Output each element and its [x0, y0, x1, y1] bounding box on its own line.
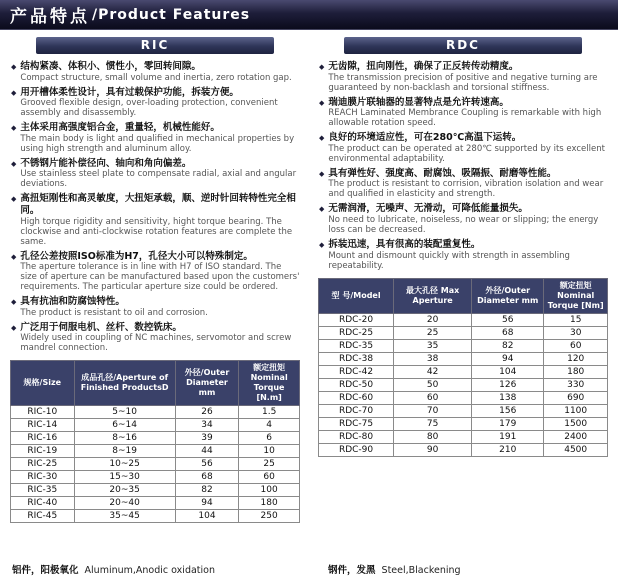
table-row: [11, 432, 300, 445]
cell-outer-diameter: 39: [175, 432, 239, 445]
ric-material-note-zh: 铝件，阳极氧化: [12, 565, 79, 576]
cell-model: RDC-42: [319, 365, 394, 378]
col-header-outer-diameter: 外径/Outer Diameter mm: [175, 361, 239, 406]
ric-table-head: [11, 361, 300, 406]
rdc-table-body: [319, 313, 608, 456]
cell-outer-diameter: 94: [472, 352, 544, 365]
table-row: [11, 497, 300, 510]
cell-outer-diameter: 191: [472, 430, 544, 443]
cell-aperture: 6~14: [74, 419, 175, 432]
cell-size: RIC-35: [11, 484, 75, 497]
feature-text: [20, 158, 300, 190]
cell-torque: 690: [544, 391, 608, 404]
two-column-layout: [0, 30, 618, 558]
table-row: [319, 417, 608, 430]
ric-section-header: RIC: [36, 37, 274, 54]
cell-outer-diameter: 44: [175, 445, 239, 458]
cell-aperture: 20~40: [74, 497, 175, 510]
cell-size: RIC-25: [11, 458, 75, 471]
cell-torque: 15: [544, 313, 608, 326]
page-title-banner: [0, 0, 618, 30]
feature-text-zh: 主体采用高强度铝合金，重量轻，机械性能好。: [20, 122, 220, 134]
diamond-bullet-icon: ◆: [319, 241, 325, 250]
cell-outer-diameter: 104: [175, 510, 239, 523]
feature-text: [328, 168, 608, 200]
cell-outer-diameter: 34: [175, 419, 239, 432]
cell-outer-diameter: 94: [175, 497, 239, 510]
cell-torque: 1.5: [239, 406, 300, 419]
feature-text-en: Grooved flexible design, over-loading protection, convenient assembly and disassembly.: [20, 98, 278, 119]
feature-text-en: Use stainless steel plate to compensate radial, axial and angular deviations.: [20, 169, 297, 190]
cell-model: RDC-90: [319, 443, 394, 456]
cell-model: RDC-35: [319, 339, 394, 352]
cell-aperture: 10~25: [74, 458, 175, 471]
cell-outer-diameter: 210: [472, 443, 544, 456]
feature-text: [20, 193, 300, 246]
feature-text-en: The aperture tolerance is in line with H7 of ISO standard. The size of aperture can be manufactured based upon the customers' requirements. The particular aperture size could be ordered.: [20, 262, 300, 293]
cell-max-aperture: 80: [394, 430, 472, 443]
feature-text-zh: 不锈钢片能补偿径向、轴向和角向偏差。: [20, 157, 192, 169]
ric-column: [10, 35, 300, 558]
feature-text: [20, 251, 300, 293]
cell-torque: 30: [544, 326, 608, 339]
cell-torque: 120: [544, 352, 608, 365]
diamond-bullet-icon: ◆: [11, 252, 17, 261]
cell-aperture: 8~16: [74, 432, 175, 445]
feature-text-en: Compact structure, small volume and inertia, zero rotation gap.: [20, 72, 292, 83]
cell-model: RDC-60: [319, 391, 394, 404]
feature-item: [10, 193, 300, 246]
feature-text-en: Mount and dismount quickly with strength in assembling repeatability.: [328, 250, 570, 271]
ric-feature-list: [10, 61, 300, 357]
cell-torque: 100: [239, 484, 300, 497]
diamond-bullet-icon: ◆: [319, 169, 325, 178]
cell-size: RIC-30: [11, 471, 75, 484]
rdc-material-note-zh: 钢件，发黑: [328, 565, 376, 576]
feature-item: [318, 61, 608, 93]
cell-torque: 25: [239, 458, 300, 471]
feature-text: [328, 132, 608, 164]
diamond-bullet-icon: ◆: [11, 63, 17, 71]
col-header-torque: 额定扭矩 Nominal Torque [Nm]: [544, 278, 608, 313]
feature-text-zh: 高扭矩刚性和高灵敏度，大扭矩承载，顺、逆时针回转特性完全相同。: [20, 193, 296, 216]
table-row: [11, 510, 300, 523]
diamond-bullet-icon: ◆: [11, 298, 17, 307]
feature-item: [10, 87, 300, 119]
feature-text-zh: 孔径公差按照ISO标准为H7，孔径大小可以特殊制定。: [20, 250, 253, 262]
feature-text-zh: 无需润滑，无噪声、无滑动，可降低能量损失。: [328, 203, 528, 215]
table-row: [319, 365, 608, 378]
diamond-bullet-icon: ◆: [11, 124, 17, 133]
cell-max-aperture: 50: [394, 378, 472, 391]
cell-outer-diameter: 56: [175, 458, 239, 471]
feature-text-en: REACH Laminated Membrance Coupling is remarkable with high allowable rotation speed.: [328, 108, 602, 129]
cell-outer-diameter: 138: [472, 391, 544, 404]
table-row: [11, 406, 300, 419]
cell-size: RIC-16: [11, 432, 75, 445]
cell-outer-diameter: 82: [472, 339, 544, 352]
cell-max-aperture: 25: [394, 326, 472, 339]
feature-item: [318, 132, 608, 164]
cell-model: RDC-25: [319, 326, 394, 339]
feature-item: [318, 239, 608, 271]
cell-torque: 180: [239, 497, 300, 510]
diamond-bullet-icon: ◆: [11, 195, 17, 204]
table-row: [319, 443, 608, 456]
ric-material-note: [12, 562, 215, 576]
diamond-bullet-icon: ◆: [11, 323, 17, 332]
page-title-zh: 产品特点: [10, 7, 90, 27]
diamond-bullet-icon: ◆: [319, 134, 325, 143]
cell-outer-diameter: 179: [472, 417, 544, 430]
cell-outer-diameter: 82: [175, 484, 239, 497]
rdc-material-note-en: Steel,Blackening: [381, 565, 461, 576]
feature-text-zh: 良好的环境适应性，可在280℃高温下运转。: [328, 132, 522, 144]
diamond-bullet-icon: ◆: [11, 159, 17, 168]
feature-text: [328, 203, 608, 235]
table-row: [319, 339, 608, 352]
cell-max-aperture: 90: [394, 443, 472, 456]
feature-text-zh: 广泛用于伺服电机、丝杆、数控铣床。: [20, 321, 182, 333]
rdc-material-note: [328, 562, 461, 576]
feature-text: [328, 61, 608, 93]
table-row: [319, 313, 608, 326]
feature-text: [20, 122, 300, 154]
cell-torque: 60: [544, 339, 608, 352]
col-header-model: 型 号/Model: [319, 278, 394, 313]
feature-text: [20, 322, 300, 354]
feature-text-zh: 无齿隙，扭向刚性，确保了正反转传动精度。: [328, 61, 519, 72]
cell-torque: 2400: [544, 430, 608, 443]
feature-item: [318, 168, 608, 200]
cell-torque: 60: [239, 471, 300, 484]
feature-text-en: The transmission precision of positive and negative turning are guaranteed by non-backlash and torsional stiffness.: [328, 72, 598, 93]
cell-model: RDC-80: [319, 430, 394, 443]
cell-model: RDC-70: [319, 404, 394, 417]
table-row: [319, 391, 608, 404]
cell-torque: 4500: [544, 443, 608, 456]
cell-max-aperture: 70: [394, 404, 472, 417]
feature-text-en: High torque rigidity and sensitivity, hight torque bearing. The clockwise and anti-clockwise rotation features are complete the same.: [20, 216, 293, 247]
cell-max-aperture: 38: [394, 352, 472, 365]
table-row: [319, 404, 608, 417]
cell-torque: 1500: [544, 417, 608, 430]
feature-text-en: No need to lubricate, noiseless, no wear or slipping; the energy loss can be decreased.: [328, 215, 599, 236]
cell-max-aperture: 35: [394, 339, 472, 352]
cell-torque: 330: [544, 378, 608, 391]
feature-text-zh: 结构紧凑、体积小、惯性小，零回转间隙。: [20, 61, 201, 72]
feature-text: [20, 87, 300, 119]
cell-aperture: 5~10: [74, 406, 175, 419]
col-header-size: 规格/Size: [11, 361, 75, 406]
cell-size: RIC-10: [11, 406, 75, 419]
cell-outer-diameter: 56: [472, 313, 544, 326]
feature-item: [10, 251, 300, 293]
cell-max-aperture: 75: [394, 417, 472, 430]
feature-text-en: The product is resistant to oil and corrosion.: [20, 307, 208, 318]
feature-item: [10, 322, 300, 354]
cell-model: RDC-75: [319, 417, 394, 430]
ric-material-note-en: Aluminum,Anodic oxidation: [84, 565, 215, 576]
col-header-torque: 额定扭矩 Nominal Torque [N.m]: [239, 361, 300, 406]
feature-item: [10, 158, 300, 190]
cell-size: RIC-14: [11, 419, 75, 432]
col-header-outer-diameter: 外径/Outer Diameter mm: [472, 278, 544, 313]
feature-text: [20, 296, 207, 318]
cell-max-aperture: 60: [394, 391, 472, 404]
cell-torque: 250: [239, 510, 300, 523]
feature-item: [10, 61, 300, 83]
cell-model: RDC-50: [319, 378, 394, 391]
table-row: [319, 352, 608, 365]
feature-text: [328, 239, 608, 271]
feature-text-en: The product is resistant to corrision, vibration isolation and wear and qualified in elasticity and strength.: [328, 179, 604, 200]
feature-text-zh: 具有弹性好、强度高、耐腐蚀、吸隔振、耐磨等性能。: [328, 167, 557, 179]
cell-torque: 1100: [544, 404, 608, 417]
table-row: [11, 458, 300, 471]
cell-size: RIC-40: [11, 497, 75, 510]
diamond-bullet-icon: ◆: [11, 88, 17, 97]
cell-outer-diameter: 156: [472, 404, 544, 417]
feature-item: [10, 296, 300, 318]
feature-text-en: Widely used in coupling of NC machines, servomotor and screw mandrel connection.: [20, 333, 292, 354]
cell-aperture: 20~35: [74, 484, 175, 497]
feature-text-en: The main body is light and qualified in mechanical properties by using high strength and aluminum alloy.: [20, 133, 295, 154]
table-row: [11, 471, 300, 484]
table-row: [319, 326, 608, 339]
rdc-spec-table: [318, 278, 608, 457]
cell-outer-diameter: 68: [175, 471, 239, 484]
ric-spec-table: [10, 360, 300, 523]
rdc-table-head: [319, 278, 608, 313]
rdc-feature-list: [318, 61, 608, 275]
cell-aperture: 15~30: [74, 471, 175, 484]
feature-item: [10, 122, 300, 154]
diamond-bullet-icon: ◆: [319, 98, 325, 107]
cell-torque: 10: [239, 445, 300, 458]
cell-max-aperture: 20: [394, 313, 472, 326]
feature-text-zh: 拆装迅速，具有很高的装配重复性。: [328, 239, 481, 251]
feature-text-zh: 具有抗油和防腐蚀特性。: [20, 296, 125, 308]
feature-item: [318, 97, 608, 129]
feature-text: [328, 97, 608, 129]
cell-max-aperture: 42: [394, 365, 472, 378]
page-title-en: /Product Features: [92, 6, 251, 23]
cell-outer-diameter: 26: [175, 406, 239, 419]
col-header-aperture: 成品孔径/Aperture of Finished ProductsD: [74, 361, 175, 406]
diamond-bullet-icon: ◆: [319, 63, 325, 71]
rdc-section-header: RDC: [344, 37, 582, 54]
table-row: [11, 419, 300, 432]
cell-size: RIC-19: [11, 445, 75, 458]
rdc-column: [318, 35, 608, 558]
table-row: [11, 484, 300, 497]
table-row: [319, 378, 608, 391]
feature-text-en: The product can be operated at 280℃ supported by its excellent environmental adaptability.: [328, 143, 605, 164]
col-header-max-aperture: 最大孔径 Max Aperture: [394, 278, 472, 313]
cell-outer-diameter: 104: [472, 365, 544, 378]
diamond-bullet-icon: ◆: [319, 205, 325, 214]
ric-table-body: [11, 406, 300, 523]
cell-torque: 180: [544, 365, 608, 378]
cell-size: RIC-45: [11, 510, 75, 523]
feature-text-zh: 瑞迪膜片联轴器的显著特点是允许转速高。: [328, 96, 509, 108]
feature-text-zh: 用开槽体柔性设计，具有过载保护功能，拆装方便。: [20, 86, 239, 98]
cell-model: RDC-38: [319, 352, 394, 365]
cell-aperture: 35~45: [74, 510, 175, 523]
cell-torque: 4: [239, 419, 300, 432]
cell-outer-diameter: 68: [472, 326, 544, 339]
cell-aperture: 8~19: [74, 445, 175, 458]
feature-text: [20, 61, 291, 83]
cell-torque: 6: [239, 432, 300, 445]
table-row: [11, 445, 300, 458]
cell-outer-diameter: 126: [472, 378, 544, 391]
cell-model: RDC-20: [319, 313, 394, 326]
table-row: [319, 430, 608, 443]
feature-item: [318, 203, 608, 235]
